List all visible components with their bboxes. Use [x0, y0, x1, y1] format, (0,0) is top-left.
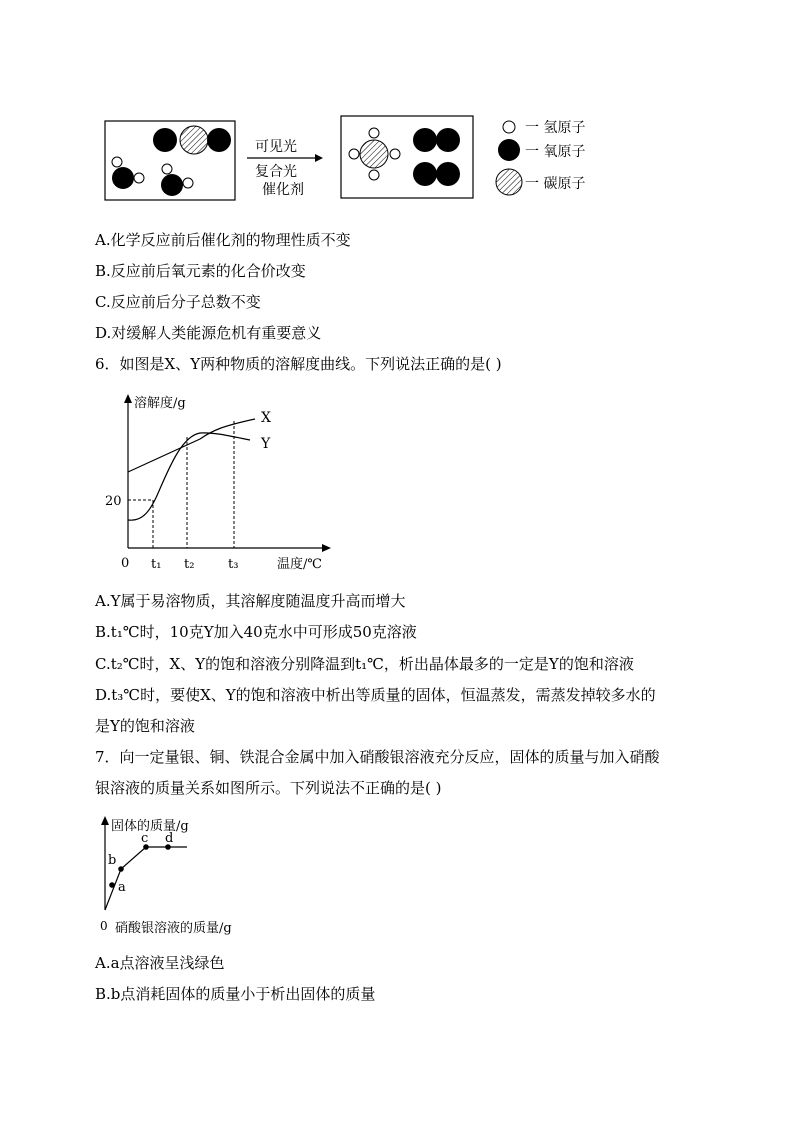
- y-tick-label-20: 20: [105, 494, 122, 509]
- arrow-label-bottom-1: 复合光: [255, 164, 297, 180]
- hydrogen-atom: [390, 149, 400, 159]
- q6-option-c: C.t₂℃时，X、Y的饱和溶液分别降温到t₁℃，析出晶体最多的一定是Y的饱和溶液: [95, 655, 634, 673]
- x-tick-label-t1: t₁: [151, 557, 162, 572]
- oxygen-atom: [413, 128, 437, 152]
- series-y-label: Y: [261, 436, 271, 452]
- q7-option-b: B.b点消耗固体的质量小于析出固体的质量: [95, 985, 376, 1003]
- hydrogen-atom: [369, 128, 379, 138]
- oxygen-atom: [436, 162, 460, 186]
- point-a: [109, 882, 115, 888]
- oxygen-atom: [207, 128, 231, 152]
- y-axis-label: 溶解度/g: [134, 396, 186, 411]
- series-x-label: X: [261, 410, 271, 426]
- hydrogen-atom: [183, 178, 193, 188]
- legend-hydrogen-label: 一 氢原子: [525, 120, 586, 136]
- oxygen-atom: [161, 174, 183, 196]
- hydrogen-atom: [162, 164, 172, 174]
- legend-oxygen-icon: [498, 139, 520, 161]
- series-x-curve: [128, 419, 255, 472]
- q7-stem-line-1: 7．向一定量银、铜、铁混合金属中加入硝酸银溶液充分反应，固体的质量与加入硝酸: [95, 748, 660, 766]
- q7-option-a: A.a点溶液呈浅绿色: [95, 954, 225, 972]
- x-tick-label-t3: t₃: [228, 557, 239, 572]
- hydrogen-atom: [369, 170, 379, 180]
- reaction-diagram: [95, 108, 615, 208]
- q6-option-b: B.t₁℃时，10克Y加入40克水中可形成50克溶液: [95, 623, 417, 641]
- y-axis-label: 固体的质量/g: [111, 819, 189, 834]
- q5-option-b: B.反应前后氧元素的化合价改变: [95, 262, 306, 280]
- point-c-label: c: [141, 831, 149, 846]
- q7-stem-line-2: 银溶液的质量关系如图所示。下列说法不正确的是( ): [95, 779, 442, 797]
- y-axis-arrow-icon: [101, 816, 109, 825]
- origin-label: 0: [100, 919, 108, 933]
- legend-hydrogen-icon: [503, 121, 515, 133]
- x-axis-arrow-icon: [322, 544, 331, 552]
- mass-chart: [95, 812, 265, 942]
- legend-carbon-label: 一 碳原子: [525, 176, 586, 192]
- mass-curve: [105, 847, 187, 910]
- arrow-label-top: 可见光: [255, 139, 297, 155]
- x-tick-label-t2: t₂: [184, 557, 195, 572]
- y-axis-arrow-icon: [124, 394, 132, 403]
- q6-option-d-cont: 是Y的饱和溶液: [95, 717, 195, 735]
- q6-option-a: A.Y属于易溶物质，其溶解度随温度升高而增大: [95, 592, 406, 610]
- point-b-label: b: [108, 853, 117, 868]
- q5-option-a: A.化学反应前后催化剂的物理性质不变: [95, 231, 351, 249]
- q6-stem: 6．如图是X、Y两种物质的溶解度曲线。下列说法正确的是( ): [95, 355, 502, 373]
- solubility-chart: [95, 388, 345, 578]
- arrow-head-icon: [315, 154, 323, 162]
- x-axis-label: 硝酸银溶液的质量/g: [115, 921, 232, 936]
- q5-option-d: D.对缓解人类能源危机有重要意义: [95, 324, 322, 342]
- origin-label: 0: [121, 556, 130, 571]
- oxygen-atom: [112, 167, 134, 189]
- q5-option-c: C.反应前后分子总数不变: [95, 293, 261, 311]
- legend-oxygen-label: 一 氧原子: [525, 144, 586, 160]
- legend-carbon-icon: [496, 169, 522, 195]
- x-axis-label: 温度/℃: [277, 557, 322, 572]
- oxygen-atom: [436, 128, 460, 152]
- carbon-atom: [180, 126, 208, 154]
- point-d-label: d: [165, 831, 174, 846]
- arrow-label-bottom-2: 催化剂: [262, 182, 304, 198]
- series-y-curve: [128, 433, 250, 520]
- oxygen-atom: [413, 162, 437, 186]
- carbon-atom: [360, 140, 388, 168]
- hydrogen-atom: [134, 173, 144, 183]
- point-b: [118, 866, 124, 872]
- q6-option-d: D.t₃℃时，要使X、Y的饱和溶液中析出等质量的固体，恒温蒸发，需蒸发掉较多水的: [95, 686, 656, 704]
- oxygen-atom: [153, 128, 177, 152]
- point-a-label: a: [118, 880, 126, 895]
- hydrogen-atom: [112, 157, 122, 167]
- hydrogen-atom: [349, 149, 359, 159]
